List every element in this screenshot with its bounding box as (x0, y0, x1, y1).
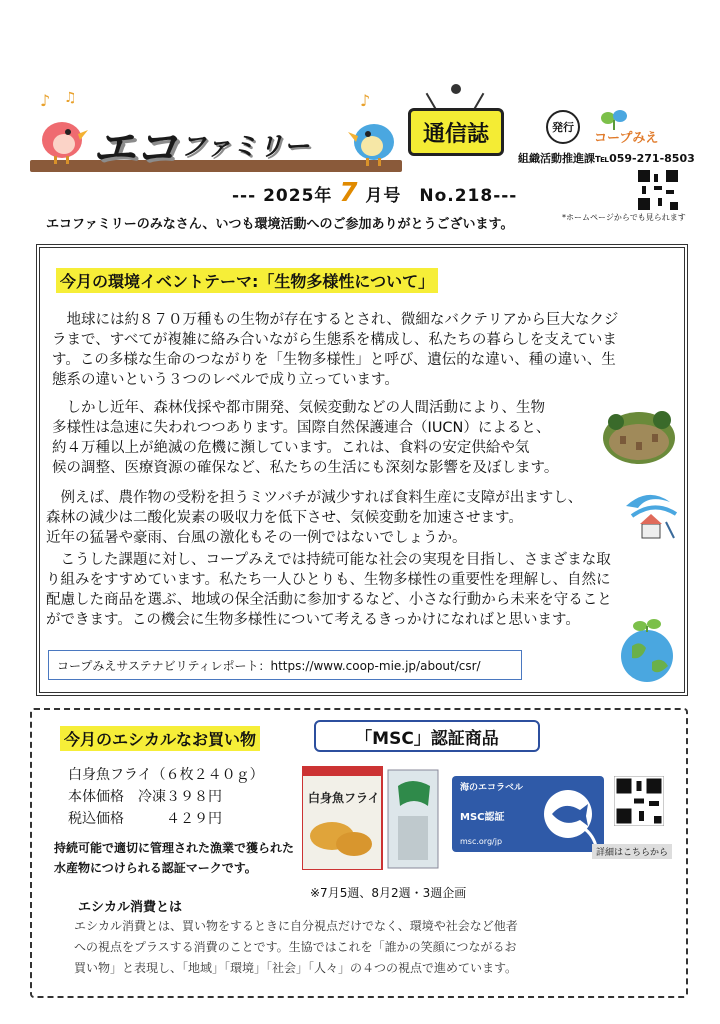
earth-globe-icon (618, 616, 676, 686)
product-package-image (302, 766, 440, 870)
ethical-heading: 今月のエシカルなお買い物 (60, 726, 260, 751)
svg-text:msc.org/jp: msc.org/jp (460, 837, 503, 846)
text-line: 態系の違いという３つのレベルで成り立っています。 (52, 372, 399, 388)
msc-product-heading: 「MSC」認証商品 (314, 720, 540, 752)
qr-caption: 詳細はこちらから (592, 844, 672, 859)
text-line: エシカル消費とは、買い物をするときに自分視点だけでなく、環境や社会など他者 (74, 919, 518, 933)
text-line: こうした課題に対し、コープみえでは持続可能な社会の実現を目指し、さまざまな取 (46, 552, 611, 568)
product-base-price: 本体価格 冷凍３９８円 (68, 789, 222, 805)
coop-sprout-icon (588, 108, 680, 148)
svg-text:白身魚フライ: 白身魚フライ (308, 791, 380, 805)
event-heading: 今月の環境イベントテーマ:「生物多様性について」 (56, 268, 438, 293)
csr-report-link[interactable]: コープみえサステナビリティレポート：https://www.coop-mie.jp/about/csr/ (48, 650, 522, 680)
sign-hook (451, 84, 461, 94)
text-line: 候の調整、医療資源の確保など、私たちの生活にも深刻な影響を及ぼします。 (52, 460, 559, 476)
event-paragraph-2 (52, 398, 558, 478)
msc-description: 持続可能で適切に管理された漁業で獲られた水産物につけられる認証マークです。 (54, 841, 295, 875)
sign-string-left (426, 93, 437, 110)
text-line: す。この多様な生命のつながりを「生物多様性」と呼び、遺伝的な違い、種の違い、生 (52, 352, 616, 368)
issue-year: --- 2025年 (232, 186, 333, 206)
text-line: ラまで、すべてが複雑に絡み合いながら生態系を構成し、私たちの暮らしを支えていま (52, 332, 617, 348)
text-line: 約４万種以上が絶滅の危機に瀕しています。これは、食料の安定供給や気 (52, 440, 530, 456)
typhoon-illustration-icon (618, 486, 684, 544)
event-paragraph-1 (52, 310, 618, 390)
event-paragraph-3 (46, 488, 582, 548)
svg-text:MSC認証: MSC認証 (460, 812, 505, 823)
deforestation-illustration-icon (602, 402, 676, 466)
text-line: 森林の減少は二酸化炭素の吸収力を低下させ、気候変動を加速させます。 (46, 510, 523, 526)
qr-code-icon[interactable] (638, 170, 678, 210)
svg-text:♪: ♪ (360, 91, 371, 110)
issue-month: 7 (339, 178, 359, 208)
product-tax-price: 税込価格 ４２９円 (68, 811, 222, 827)
music-note-icon (40, 90, 90, 112)
text-line: り組みをすすめています。私たち一人ひとりも、生物多様性の重要性を理解し、自然に (46, 572, 611, 588)
issue-line (232, 178, 517, 208)
campaign-period: ※7月5週、8月2週・3週企画 (310, 886, 467, 900)
text-line: への視点をプラスする消費のことです。生協ではこれを「誰かの笑顔につながるお (74, 940, 517, 954)
msc-fish-icon (452, 776, 604, 852)
text-line: ができます。この機会に生物多様性について考えるきっかけになればと思います。 (46, 612, 580, 628)
text-line: 近年の猛暑や豪雨、台風の激化もその一例ではないでしょうか。 (46, 530, 467, 546)
sign-string-right (474, 93, 485, 110)
issue-number: 月号 No.218--- (365, 186, 518, 206)
text-line: しかし近年、森林伐採や都市開発、気候変動などの人間活動により、生物 (52, 400, 545, 416)
svg-text:海のエコラベル: 海のエコラベル (460, 783, 524, 793)
newsletter-title-family: ファミリー (180, 132, 310, 162)
event-paragraph-4 (46, 550, 612, 630)
svg-text:♪: ♪ (40, 91, 51, 110)
publisher-contact: 組織活動推進課℡059-271-8503 (518, 152, 695, 165)
greeting-text: エコファミリーのみなさん、いつも環境活動へのご参加ありがとうございます。 (46, 217, 514, 232)
product-name: 白身魚フライ（６枚２４０ｇ） (68, 767, 264, 783)
text-line: 多様性は急速に失われつつあります。国際自然保護連合（IUCN）によると、 (52, 420, 551, 436)
msc-eco-label (452, 776, 604, 852)
text-line: 買い物」と表現し、「地域」「環境」「社会」「人々」の４つの視点で進めています。 (74, 961, 518, 975)
newsletter-title-eco: エコ (92, 123, 176, 174)
text-line: 例えば、農作物の受粉を担うミツバチが減少すれば食料生産に支障が出ますし、 (46, 490, 583, 506)
bird-right-icon (346, 106, 402, 166)
bird-left-icon (34, 104, 90, 164)
ethical-consumption-body (74, 916, 518, 979)
svg-text:コープみえ: コープみえ (594, 131, 659, 146)
svg-text:♫: ♫ (64, 90, 77, 106)
msc-qr-code-icon[interactable] (614, 776, 664, 826)
ethical-consumption-heading: エシカル消費とは (78, 900, 183, 915)
text-line: 地球には約８７０万種もの生物が存在するとされ、微細なバクテリアから巨大なクジ (52, 312, 619, 328)
text-line: 配慮した商品を選ぶ、地域の保全活動に参加するなど、小さな行動から未来を守ること (46, 592, 612, 608)
homepage-note: *ホームページからでも見られます (562, 213, 686, 222)
publisher-label: 発行 (546, 110, 580, 144)
newsletter-badge: 通信誌 (408, 108, 504, 156)
music-note-right-icon (360, 90, 400, 112)
coop-mie-logo (588, 108, 680, 148)
